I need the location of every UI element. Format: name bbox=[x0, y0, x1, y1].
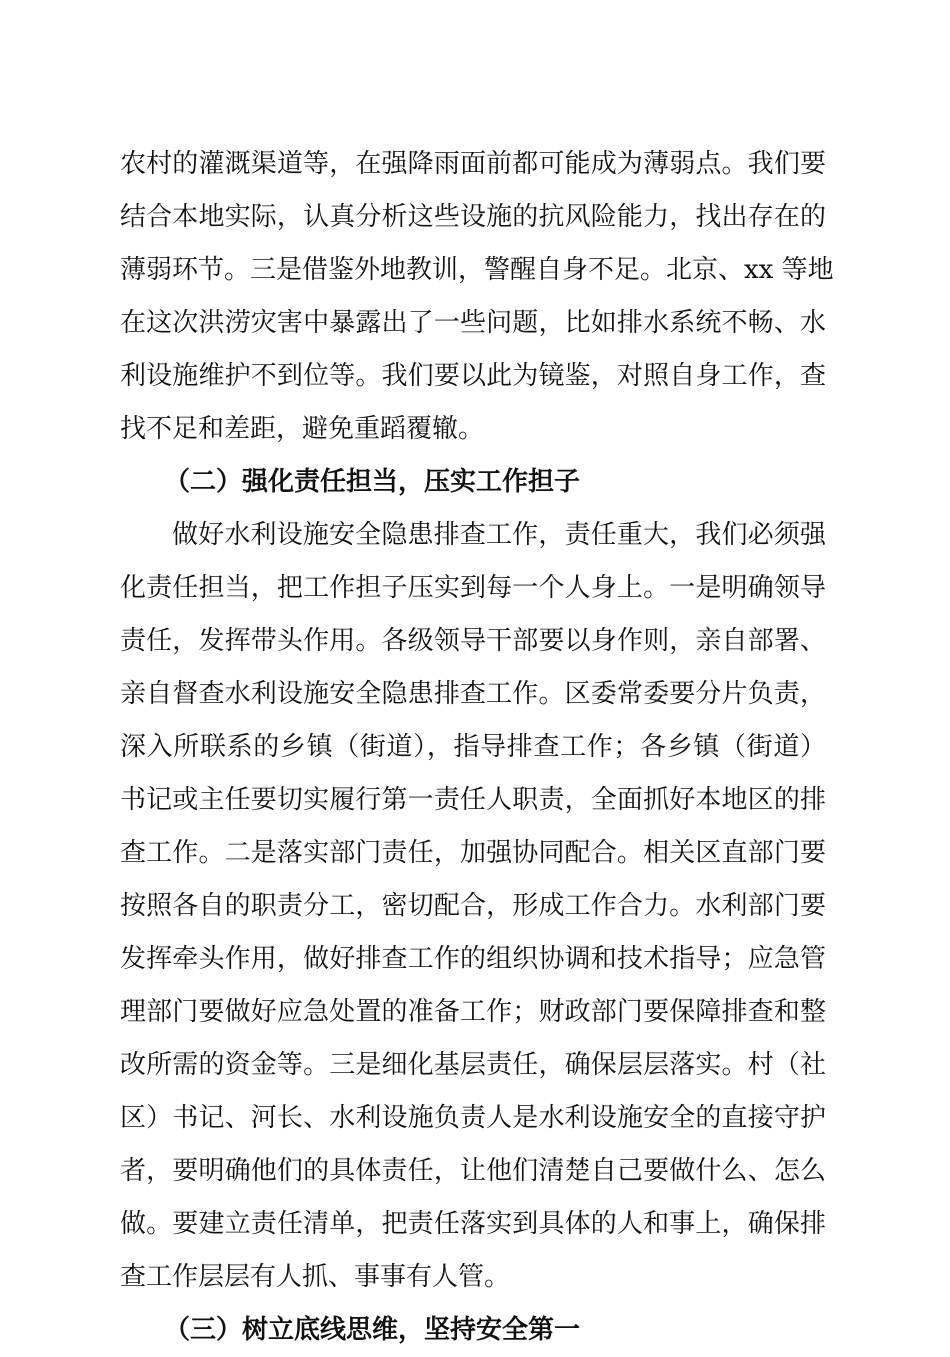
document-body bbox=[120, 138, 834, 1357]
text-line: 书记或主任要切实履行第一责任人职责，全面抓好本地区的排 bbox=[120, 785, 826, 815]
paragraph-1 bbox=[120, 138, 834, 456]
text-line: 结合本地实际，认真分析这些设施的抗风险能力，找出存在的 bbox=[120, 202, 826, 232]
text-line: 责任，发挥带头作用。各级领导干部要以身作则，亲自部署、 bbox=[120, 626, 826, 656]
text-line: 利设施维护不到位等。我们要以此为镜鉴，对照自身工作，查 bbox=[120, 361, 826, 391]
text-line: 理部门要做好应急处置的准备工作；财政部门要保障排查和整 bbox=[120, 997, 826, 1027]
text-line: 发挥牵头作用，做好排查工作的组织协调和技术指导；应急管 bbox=[120, 944, 826, 974]
section-heading-3: （三）树立底线思维，坚持安全第一 bbox=[164, 1315, 581, 1345]
text-line: 农村的灌溉渠道等，在强降雨面前都可能成为薄弱点。我们要 bbox=[120, 149, 826, 179]
text-line: 亲自督查水利设施安全隐患排查工作。区委常委要分片负责， bbox=[120, 679, 826, 709]
text-line: 找不足和差距，避免重蹈覆辙。 bbox=[120, 414, 485, 444]
paragraph-2 bbox=[120, 509, 826, 1304]
text-line: 者，要明确他们的具体责任，让他们清楚自己要做什么、怎么 bbox=[120, 1156, 826, 1186]
text-line: 薄弱环节。三是借鉴外地教训，警醒自身不足。北京、xx 等地 bbox=[120, 255, 834, 285]
text-line: 区）书记、河长、水利设施负责人是水利设施安全的直接守护 bbox=[120, 1103, 826, 1133]
text-line: 做。要建立责任清单，把责任落实到具体的人和事上，确保排 bbox=[120, 1209, 826, 1239]
text-line: 按照各自的职责分工，密切配合，形成工作合力。水利部门要 bbox=[120, 891, 826, 921]
text-line: 深入所联系的乡镇（街道），指导排查工作；各乡镇（街道） bbox=[120, 732, 826, 762]
text-line: 做好水利设施安全隐患排查工作，责任重大，我们必须强 bbox=[172, 520, 826, 550]
text-line: 改所需的资金等。三是细化基层责任，确保层层落实。村（社 bbox=[120, 1050, 826, 1080]
section-heading-2: （二）强化责任担当，压实工作担子 bbox=[164, 467, 581, 497]
text-line: 查工作层层有人抓、事事有人管。 bbox=[120, 1262, 511, 1292]
text-line: 在这次洪涝灾害中暴露出了一些问题，比如排水系统不畅、水 bbox=[120, 308, 826, 338]
text-line: 化责任担当，把工作担子压实到每一个人身上。一是明确领导 bbox=[120, 573, 826, 603]
text-line: 查工作。二是落实部门责任，加强协同配合。相关区直部门要 bbox=[120, 838, 826, 868]
